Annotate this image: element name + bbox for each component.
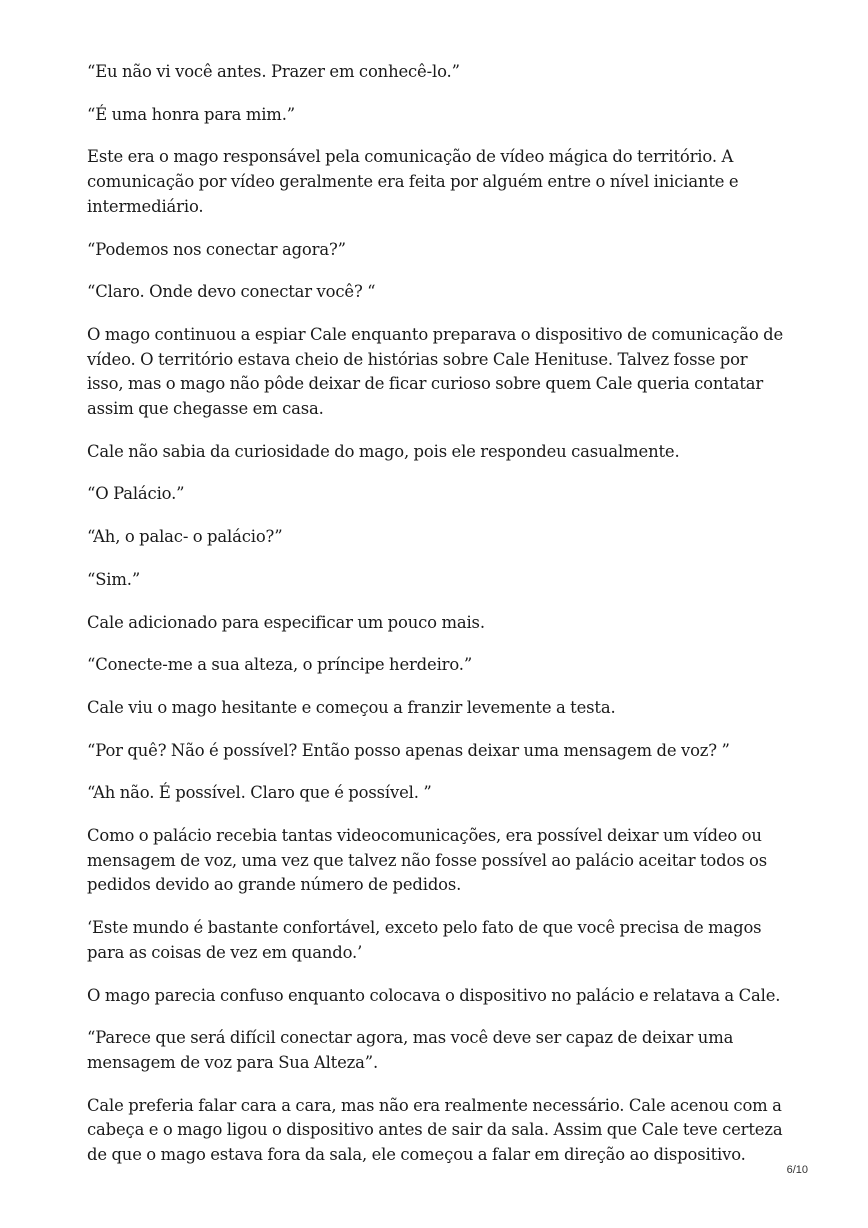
paragraph: Este era o mago responsável pela comunicação de vídeo mágica do território. A comunicação por vídeo geralmente era feita por alguém entre o nível iniciante e intermediário.	[87, 147, 739, 216]
document-body	[87, 60, 787, 1186]
paragraph: O mago continuou a espiar Cale enquanto preparava o dispositivo de comunicação de vídeo. O território estava cheio de histórias sobre Cale Henituse. Talvez fosse por isso, mas o mago não pôde deixar de ficar curioso sobre quem Cale queria contatar assim que chegasse em casa.	[87, 324, 784, 419]
paragraph: “Ah não. É possível. Claro que é possível. ”	[87, 783, 432, 803]
paragraph: Cale não sabia da curiosidade do mago, pois ele respondeu casualmente.	[87, 441, 680, 461]
paragraph: O mago parecia confuso enquanto colocava o dispositivo no palácio e relatava a Cale.	[87, 985, 781, 1005]
paragraph: “Ah, o palac- o palácio?”	[87, 527, 283, 547]
paragraph: Como o palácio recebia tantas videocomunicações, era possível deixar um vídeo ou mensagem de voz, uma vez que talvez não fosse possível ao palácio aceitar todos os pedidos devido ao grande número de pedidos.	[87, 826, 768, 895]
paragraph: “É uma honra para mim.”	[87, 104, 295, 124]
paragraph: “Parece que será difícil conectar agora, mas você deve ser capaz de deixar uma mensagem de voz para Sua Alteza”.	[87, 1028, 734, 1072]
paragraph: Cale viu o mago hesitante e começou a franzir levemente a testa.	[87, 697, 616, 717]
paragraph: ‘Este mundo é bastante confortável, exceto pelo fato de que você precisa de magos para as coisas de vez em quando.’	[87, 918, 762, 962]
page-number: 6/10	[786, 1164, 808, 1176]
paragraph: “Conecte-me a sua alteza, o príncipe herdeiro.”	[87, 655, 473, 675]
paragraph: “O Palácio.”	[87, 484, 185, 504]
paragraph: “Sim.”	[87, 569, 141, 589]
paragraph: “Por quê? Não é possível? Então posso apenas deixar uma mensagem de voz? ”	[87, 740, 730, 760]
paragraph: “Claro. Onde devo conectar você? “	[87, 282, 376, 302]
paragraph: Cale preferia falar cara a cara, mas não era realmente necessário. Cale acenou com a cabeça e o mago ligou o dispositivo antes de sair da sala. Assim que Cale teve certeza de que o mago estava fora da sala, ele começou a falar em direção ao dispositivo.	[87, 1095, 783, 1165]
paragraph: “Podemos nos conectar agora?”	[87, 239, 346, 259]
paragraph: Cale adicionado para especificar um pouco mais.	[87, 612, 485, 632]
paragraph: “Eu não vi você antes. Prazer em conhecê-lo.”	[87, 62, 460, 81]
